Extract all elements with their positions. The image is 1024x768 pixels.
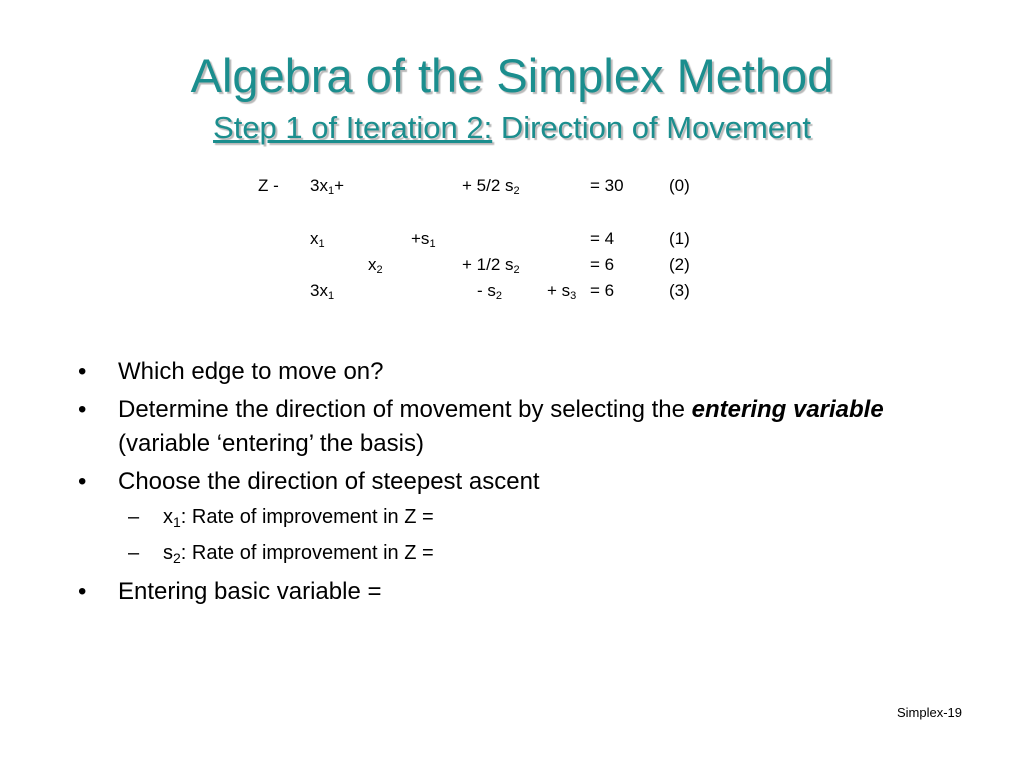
dash-marker: – [128, 506, 140, 528]
slide-title: Algebra of the Simplex Method [190, 49, 834, 102]
eq3-term-s2: - $s_2$ [477, 281, 503, 302]
bullet-marker: • [78, 578, 87, 605]
bullet-marker: • [78, 396, 87, 423]
eq2-term-s2: + 1/2 $s_2$ [462, 255, 520, 276]
eq1-rhs: = 4 [590, 229, 615, 248]
eq0-term-x1: $3x_1+$ [310, 176, 345, 197]
subtitle-topic: Direction of Movement [492, 110, 811, 145]
eq2-number: (2) [669, 255, 690, 274]
eq1-number: (1) [669, 229, 690, 248]
sub-list-item: – $s_2$: Rate of improvement in Z = [78, 539, 958, 567]
eq0-rhs: = 30 [590, 176, 624, 195]
emphasis-entering-variable: entering variable [691, 396, 884, 423]
list-item: • Which edge to move on? [78, 355, 958, 389]
eq2-term-x2: $x_2$ [368, 255, 383, 276]
bullet-marker: • [78, 468, 87, 495]
eq0-term-s2: + 5/2 $s_2$ [462, 176, 520, 197]
eq1-term-s1: $+s_1$ [411, 229, 436, 250]
list-item: • Determine the direction of movement by selecting the entering variable (variable ‘entering’ the basis) [78, 393, 958, 461]
eq1-term-x1: $x_1$ [310, 229, 325, 250]
eq0-lhs: Z - [258, 176, 279, 195]
eq2-rhs: = 6 [590, 255, 615, 274]
slide-number: Simplex-19 [896, 705, 962, 720]
eq3-rhs: = 6 [590, 281, 615, 300]
eq3-term-x1: $3x_1$ [310, 281, 335, 302]
subtitle-step-label: Step 1 of Iteration 2: [213, 110, 493, 145]
bullet-marker: • [78, 358, 87, 385]
list-item: • Choose the direction of steepest ascent [78, 465, 958, 499]
eq3-term-s3: + $s_3$ [547, 281, 577, 302]
dash-marker: – [128, 542, 140, 564]
list-item: • Entering basic variable = [78, 575, 958, 609]
eq0-number: (0) [669, 176, 690, 195]
slide-subtitle [0, 108, 1024, 148]
bullet-list [78, 355, 958, 613]
sub-list-item: – $x_1$: Rate of improvement in Z = [78, 503, 958, 531]
eq3-number: (3) [669, 281, 690, 300]
